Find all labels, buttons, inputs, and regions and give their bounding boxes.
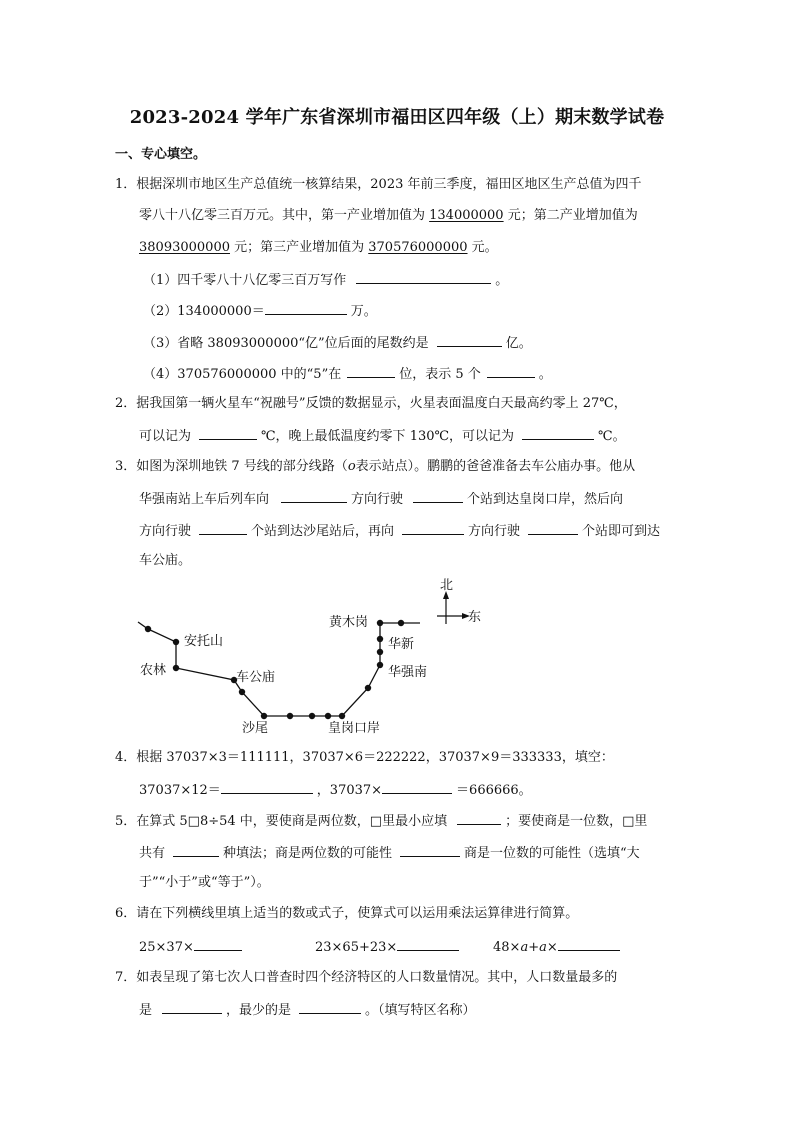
station-dot [325, 713, 331, 719]
q3-line-1 [115, 459, 635, 475]
q3-text: 方向行驶 [139, 524, 192, 539]
station-dot [377, 649, 383, 655]
q2-line-2 [139, 427, 626, 445]
answer-blank[interactable] [487, 365, 535, 378]
answer-blank[interactable] [402, 522, 464, 535]
sub-text: 位，表示 5 个 [399, 367, 481, 382]
q3-text: 个站到达沙尾站后，再向 [251, 524, 395, 539]
answer-blank[interactable] [437, 334, 502, 347]
answer-blank[interactable] [221, 781, 313, 794]
station-label-shawei: 沙尾 [242, 721, 269, 736]
answer-blank[interactable] [522, 427, 594, 440]
q7-text: 。（填写特区名称） [365, 1003, 476, 1018]
q6-expr: 25×37× [139, 940, 194, 955]
exam-title: 2023-2024 学年广东省深圳市福田区四年级（上）期末数学试卷 [129, 107, 665, 128]
answer-blank[interactable] [199, 427, 257, 440]
sub-text: 万。 [350, 304, 377, 319]
station-label-antuoshan: 安托山 [184, 634, 224, 649]
q1-text: 元；第二产业增加值为 [503, 208, 638, 223]
q1-line-3 [139, 240, 498, 256]
answer-blank[interactable] [299, 1001, 361, 1014]
q4-line-1: 4．根据 37037×3＝111111，37037×6＝222222，37037×9＝333333，填空： [115, 750, 614, 765]
compass-east-label: 东 [468, 610, 482, 625]
answer-blank[interactable] [457, 812, 501, 825]
station-dot-huaxin [377, 636, 383, 642]
station-label-huanggang: 皇岗口岸 [328, 721, 381, 736]
q5-line-3: 于”“小于”或“等于”）。 [139, 875, 270, 890]
q3-line-3 [139, 522, 660, 540]
answer-blank[interactable] [528, 522, 578, 535]
q3-text: 个站到达皇岗口岸，然后向 [467, 492, 624, 507]
q1-line-1: 1．根据深圳市地区生产总值统一核算结果，2023 年前三季度，福田区地区生产总值为四千 [115, 177, 642, 192]
sub-text: （1）四千零八十八亿零三百万写作 [143, 273, 347, 288]
answer-blank[interactable] [173, 844, 219, 857]
q1-line-2 [139, 208, 638, 224]
section-heading: 一、专心填空。 [115, 147, 207, 162]
q4-line-2 [139, 781, 532, 799]
answer-blank[interactable] [347, 365, 395, 378]
station-dot [145, 626, 151, 632]
q5-text: 共有 [139, 846, 166, 861]
station-label-huaqiangnan: 华强南 [388, 665, 428, 680]
q1-sub-3 [143, 334, 532, 352]
station-dot-nonglin [173, 665, 179, 671]
q6-expression-1 [139, 938, 246, 956]
q3-text: 3．如图为深圳地铁 7 号线的部分线路（ [115, 459, 348, 474]
q4-text: ，37037× [316, 783, 383, 798]
q1-primary-value: 134000000 [429, 208, 504, 223]
station-dot-huangmugang [377, 620, 383, 626]
q7-text: ，最少的是 [226, 1003, 292, 1018]
q7-line-1: 7．如表呈现了第七次人口普查时四个经济特区的人口数量情况。其中，人口数量最多的 [115, 970, 618, 985]
compass-north-label: 北 [440, 578, 454, 593]
variable-a: a [539, 940, 547, 955]
q3-line-2 [139, 490, 623, 508]
q3-text: 个站即可到达 [582, 524, 661, 539]
q6-expression-3 [493, 938, 624, 956]
station-dot [239, 689, 245, 695]
q3-text: 方向行驶 [468, 524, 521, 539]
station-label-chegongmiao: 车公庙 [236, 670, 276, 685]
q2-text: ℃。 [598, 429, 626, 444]
q1-text: 元；第三产业增加值为 [229, 240, 369, 255]
answer-blank[interactable] [194, 938, 242, 951]
q6-expr: × [546, 940, 558, 955]
q5-line-2 [139, 844, 640, 862]
q7-text: 是 [139, 1003, 153, 1018]
station-dot-shawei [261, 713, 267, 719]
station-label-huangmugang: 黄木岗 [329, 615, 369, 630]
q2-text: 可以记为 [139, 429, 192, 444]
q1-text: 零八十八亿零三百万元。其中，第一产业增加值为 [139, 208, 430, 223]
answer-blank[interactable] [400, 844, 460, 857]
q1-text: 元。 [467, 240, 498, 255]
answer-blank[interactable] [413, 490, 463, 503]
sub-text: 。 [538, 367, 552, 382]
q3-text: 华强南站上车后列车向 [139, 492, 270, 507]
station-dot [365, 685, 371, 691]
sub-text: （3）省略 38093000000“亿”位后面的尾数约是 [143, 336, 429, 351]
station-dot [398, 620, 404, 626]
q4-text: 37037×12＝ [139, 783, 221, 798]
q1-sub-2 [143, 302, 377, 320]
q5-text: 商是一位数的可能性（选填“大 [464, 846, 640, 861]
sub-text: （4）370576000000 中的“5”在 [143, 367, 342, 382]
q6-expression-2 [315, 938, 463, 956]
answer-blank[interactable] [558, 938, 620, 951]
q4-text: ＝666666。 [456, 783, 532, 798]
q3-text: 方向行驶 [351, 492, 404, 507]
q6-expr: 48× [493, 940, 521, 955]
q3-line-4: 车公庙。 [139, 553, 192, 568]
q1-sub-4 [143, 365, 552, 383]
answer-blank[interactable] [356, 271, 491, 284]
q5-text: ；要使商是一位数，□里 [505, 814, 648, 829]
answer-blank[interactable] [281, 490, 347, 503]
variable-a: a [520, 940, 529, 955]
q2-line-1: 2．据我国第一辆火星车“祝融号”反馈的数据显示，火星表面温度白天最高约零上 27℃， [115, 396, 627, 411]
q1-tertiary-value: 370576000000 [368, 240, 468, 255]
sub-text: 亿。 [505, 336, 532, 351]
answer-blank[interactable] [382, 781, 452, 794]
sub-text: 。 [495, 273, 509, 288]
metro-route-line [138, 622, 420, 716]
station-dot [287, 713, 293, 719]
q1-secondary-value: 38093000000 [139, 240, 230, 255]
q3-text: 表示站点）。鹏鹏的爸爸准备去车公庙办事。他从 [355, 459, 636, 474]
station-label-nonglin: 农林 [140, 663, 167, 678]
metro-line-7-map [130, 576, 490, 746]
station-dot [309, 713, 315, 719]
q5-text: 5．在算式 5□8÷54 中，要使商是两位数，□里最小应填 [115, 814, 448, 829]
answer-blank[interactable] [265, 302, 347, 315]
q2-text: ℃，晚上最低温度约零下 130℃，可以记为 [261, 429, 515, 444]
q6-expr: + [528, 940, 540, 955]
station-symbol: o [347, 459, 356, 474]
q6-line-1: 6．请在下列横线里填上适当的数或式子，使算式可以运用乘法运算律进行简算。 [115, 906, 579, 921]
q5-line-1 [115, 812, 647, 830]
answer-blank[interactable] [162, 1001, 222, 1014]
answer-blank[interactable] [199, 522, 247, 535]
station-label-huaxin: 华新 [388, 637, 415, 652]
q1-sub-1 [143, 271, 508, 289]
q7-line-2 [139, 1001, 476, 1019]
sub-text: （2）134000000＝ [143, 304, 265, 319]
answer-blank[interactable] [397, 938, 459, 951]
q6-expr: 23×65+23× [315, 940, 398, 955]
station-dot-antuoshan [173, 639, 179, 645]
q5-text: 种填法；商是两位数的可能性 [223, 846, 393, 861]
station-dot-huaqiangnan [377, 662, 383, 668]
station-dot-huanggang [339, 713, 345, 719]
